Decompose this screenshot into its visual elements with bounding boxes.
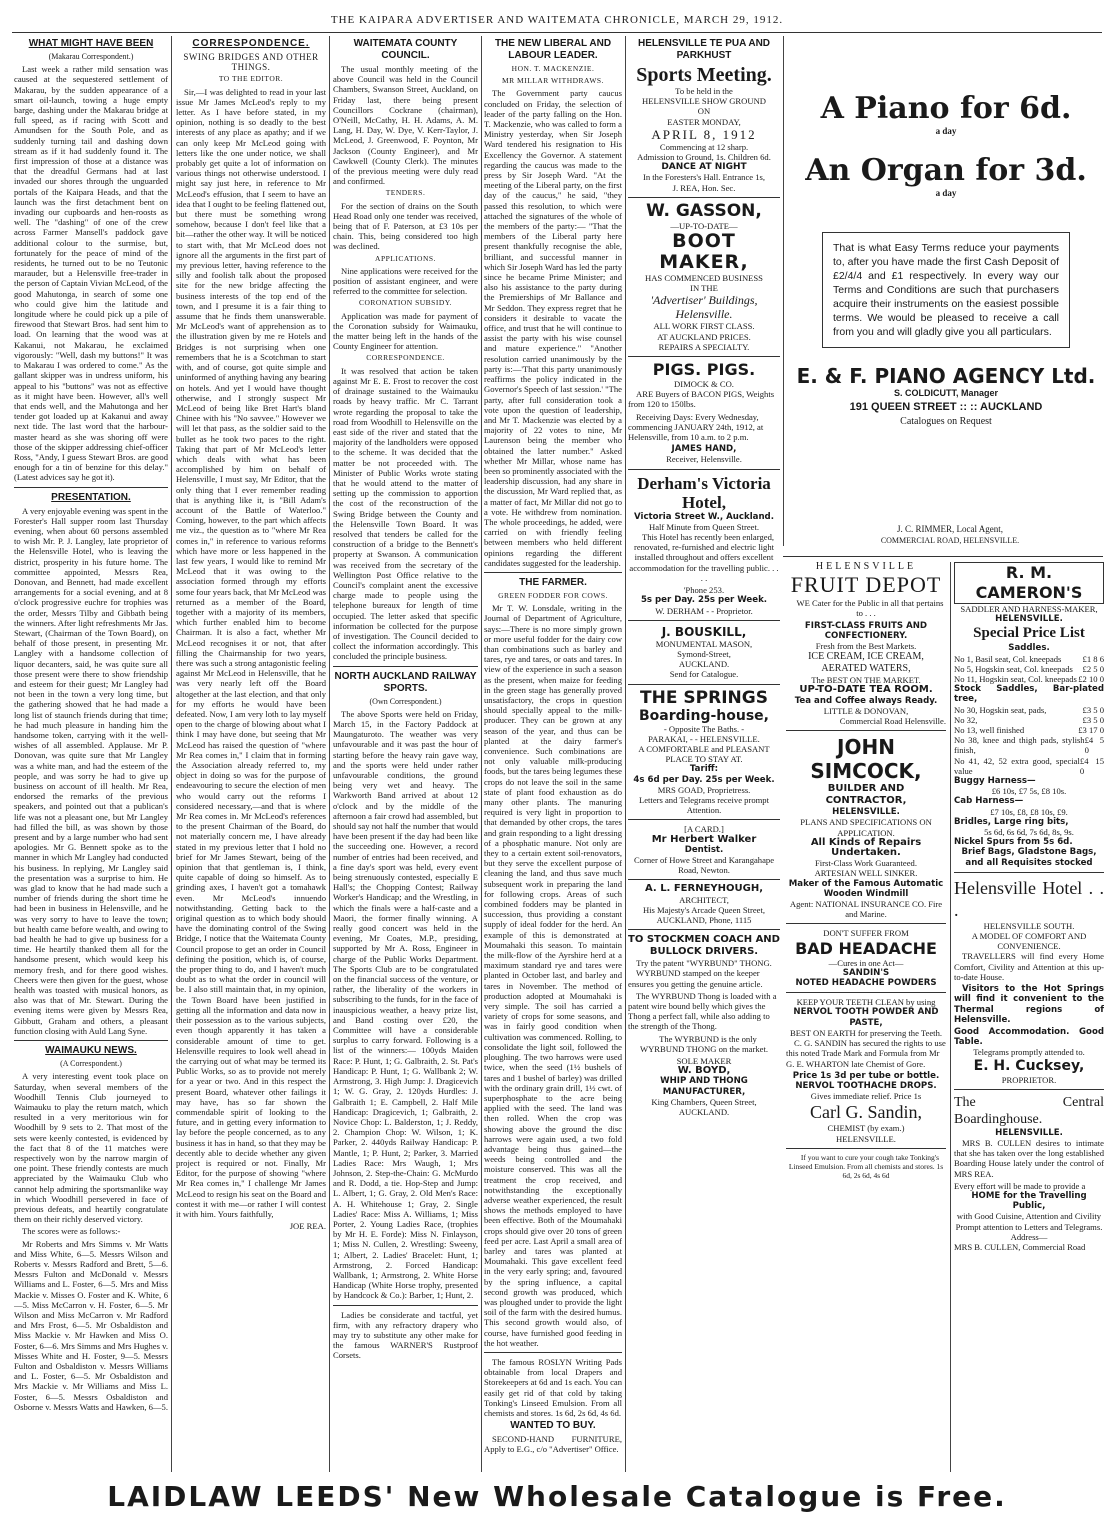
article-body: Application was made for payment of the Coronation subsidy for Waimauku, the matter being left in the hands of the County Engineer for attention. <box>333 310 478 352</box>
pigs-line: Receiving Days: Every Wednesday, commencing JANUARY 24th, 1912, at Helensville, from 10 a.m. to 2 p.m. <box>628 411 764 443</box>
fruit-line: The BEST ON THE MARKET. <box>811 675 921 686</box>
piano-advert <box>788 78 1104 508</box>
boarding-line: HOME for the Travelling Public, <box>971 1190 1087 1212</box>
headache-line: NOTED HEADACHE POWDERS <box>795 978 937 989</box>
fruit-line: HELENSVILLE <box>815 562 917 572</box>
column-rule <box>625 36 626 1472</box>
cameron-line: SADDLER AND HARNESS-MAKER, <box>960 604 1098 614</box>
sports-line: EASTER MONDAY, <box>667 116 741 127</box>
fruit-line: UP-TO-DATE TEA ROOM. <box>799 684 933 696</box>
hotel-line: A MODEL OF COMFORT AND CONVENIENCE. <box>971 931 1087 952</box>
article-body: For the section of drains on the South Head Road only one tender was received, being that of F. Paterson, at £3 10s per chain. This, being considered too high was declined. <box>333 200 478 252</box>
hotel-line: Telegrams promptly attended to. <box>973 1047 1085 1058</box>
cameron-line: Cab Harness— <box>954 796 1024 807</box>
price-value: £4 15 0 <box>1079 755 1104 776</box>
subheading: CORONATION SUBSIDY. <box>358 298 453 308</box>
divider <box>628 684 780 685</box>
price-row <box>954 715 1104 725</box>
subheading: MR MILLAR WITHDRAWS. <box>502 76 604 86</box>
agency-catalogue: Catalogues on Request <box>900 416 992 427</box>
subheading: SWING BRIDGES AND OTHER THINGS. <box>183 52 319 73</box>
advert-text: Ladies be considerate and tactful, yet firm, with any refractory drapery who may try to substitute any other make for the famous WARNER'S Rustproof Corsets. <box>333 1309 478 1361</box>
boarding-line: Address— <box>1010 1231 1048 1242</box>
cameron-line: Brief Bags, Gladstone Bags, and all Requisites stocked <box>961 847 1097 868</box>
springs-line: A COMFORTABLE and PLEASANT PLACE TO STAY AT. <box>638 743 770 765</box>
agency-street: 191 QUEEN STREET :: :: AUCKLAND <box>849 401 1043 413</box>
ferneyhough-line: ARCHITECT, <box>679 894 729 905</box>
price-row <box>954 725 1104 735</box>
gasson-line: 'Advertiser' Buildings, <box>650 293 758 308</box>
nervol-line: Gives immediate relief. Price 1s <box>810 1091 922 1102</box>
gasson-line: ALL WORK FIRST CLASS. <box>653 321 755 332</box>
column-rule <box>950 562 951 1472</box>
headache-heading: BAD HEADACHE <box>795 938 937 958</box>
nervol-line: Price 1s 3d per tube or bottle. <box>792 1070 940 1081</box>
price-item: No 13, well finished <box>954 725 1025 736</box>
price-item: No 32, <box>954 714 978 725</box>
sports-line: In the Foresters's Hall. Entrance 1s, <box>642 172 766 183</box>
nervol-line: BEST ON EARTH for preserving the Teeth. <box>789 1027 943 1038</box>
divider <box>786 992 946 993</box>
scores-list: Mr Roberts and Mrs Simms v. Mr Watts and Miss White, 6—5. Messrs Wilson and Roberts v. Messrs Radford and Brett, 5—6. Messrs Fulton and McDonald v. Messrs Williams and L. Foster, 6—5. Mrs and Miss Mackie v. Misses O. Foster and K. White, 6—5. Miss McCarron v. H. Foster, 6—5. Mr Wilson and Miss McCarron v. Mr Radford and Mrs Frost, 6—5. Mr Osbaldiston and Miss Mackie v. Mr Hawken and Miss O. Foster, 6—6. Mrs Simms and Mrs Hughes v. Misses White and H. Foster, 9—5. Messrs Fulton and Osbaldiston v. Messrs Williams and L. Foster, 6—5. Mr Osbaldiston and Mrs Mackie v. Mr Williams and Miss L. Foster, 6—5. Messrs Osbaldiston and Osborne v. Messrs Watts and Hawken, 6—5. <box>14 1238 168 1412</box>
headache-line: DON'T SUFFER FROM <box>823 928 909 939</box>
cameron-line: £7 10s, £8, £8 10s, £9. <box>990 806 1068 817</box>
derham-line: Half Minute from Queen Street. <box>648 521 759 532</box>
cameron-line: HELENSVILLE. <box>995 614 1063 625</box>
nervol-line: NERVOL TOOTH POWDER AND PASTE, <box>793 1007 939 1028</box>
divider <box>954 872 1104 873</box>
column-1 <box>14 36 168 1472</box>
gasson-line: IN THE <box>690 283 718 294</box>
ferneyhough-heading: A. L. FERNEYHOUGH, <box>644 883 764 895</box>
masthead: THE KAIPARA ADVERTISER AND WAITEMATA CHRONICLE, MARCH 29, 1912. <box>330 14 784 26</box>
price-item: No 30, Hogskin seat, pads, <box>954 704 1047 715</box>
simcock-line: BUILDER AND CONTRACTOR, <box>825 783 907 807</box>
hotel-line: Visitors to the Hot Springs will find it convenient to the Thermal regions of Helensville. <box>954 984 1104 1025</box>
agency-manager: S. COLDICUTT, Manager <box>893 388 998 398</box>
pigs-line: Receiver, Helensville. <box>666 454 742 465</box>
sports-line: ON <box>697 106 711 117</box>
column-3 <box>333 36 478 1472</box>
springs-line: Tariff: <box>689 764 719 775</box>
cameron-price-title: Special Price List <box>973 625 1085 642</box>
cameron-line: £6 10s, £7 5s, £8 10s. <box>991 786 1067 797</box>
article-heading: CORRESPONDENCE. <box>192 38 310 49</box>
article-body: The above Sports were held on Friday, March 15, in the Factory Paddock at Maungaturoto. The weather was very unfavourable and it was past the hour of starting before the heavy rain gave way, and the sports were held under rather unfavourable conditions, the ground being very wet and heavy. The Warkworth Band arrived at about 12 o'clock and by the middle of the afternoon a fair crowd had assembled, but should say not half the number that would have been present if the day had been like the succeeding one. However, a record number of entries had been received, and a fine day's sport was held, every event being strenuously contested, especially E Hall's; the Chopping Contest; Railway Worker's Handicap; and the Wrestling, in which the finals were a half-caste and a Maori, the former finally winning. A really good concert was held in the evening, Mr Coates, M.P., presiding, supported by Mr A. Ross, Engineer in charge of the Public Works Department. The Sports Club are to be congratulated on the financial success of the venture, or rather, the liberality of the workers in subscribing to the funds, for in the face of inauspicious weather, a heavy prize list, and Band costing over £20, the Committee will have a considerable surplus to carry forward. Following is a list of the winners:— 100yds Maiden Race: P. Hunt, 1; G. Galbraith, 2. St. Pat's Handicap: P. Hunt, 1; G. Wallbank 2; W. Armstrong, 3. High Jump: J. Dragicevich 1; W. G. Gray, 2. 120yds Hurdles: J. Galbraith 1; E. Campbell, 2. Half Mile Handicap: Dragicevich, 1; Galbraith, 2. Novice Chop: L. Balderston, 1; J. Reddy, 2. Champion Chop: W. Wilson, 1; K. Parker, 2. 440yds Railway Handicap: P. Mantle, 1; P. Hunt, 2; Parker, 3. Married Ladies Race: Mrs Waugh, 1; Mrs Johnson, 2. Step-the-Chain: G. McMurdo and R. Dodd, a tie. Hop-Step and Jump: L. Albert, 1; G. Gray, 2. Old Men's Race: A. H. Whitehouse 1; Gray, 2. Single Ladies' Race: Miss A. Williams, 1; Miss Porter, 2. Young Ladies Race, (trophies by Mr H. E. Forde): Miss N. Finlayson, 1; Miss N. Cullen, 2. Wrestling: Sweeny, 1; Albert, 2. Ladies' Bracelet: Hunt, 1; Armstrong, 2. Forced Handicap: Wallbank, 1; Armstrong, 2. White Horse Handicap (White Horse trophy, presented by Handcock & Co.): Barber, 1; Hunt, 2. <box>333 708 478 1301</box>
sandin-name: Carl G. Sandin, <box>810 1102 922 1123</box>
cameron-line: Nickel Spurs from 5s 6d. <box>954 837 1073 848</box>
organ-subline: a day <box>935 188 957 198</box>
advert-text: The famous ROSLYN Writing Pads obtainable from local Drapers and Storekeepers at 6d and 1s each. You can easily get rid of that cold by taking Tonking's Linseed Emulsion. From all chemists and stores. 1s 6d, 2s 6d, 4s 6d. <box>484 1356 622 1418</box>
gasson-line: Helensville. <box>675 307 733 322</box>
article-heading: WAIMAUKU NEWS. <box>45 1045 137 1057</box>
divider <box>628 356 780 357</box>
bouskill-line: MONUMENTAL MASON, <box>655 638 753 649</box>
sports-line: To be held in the <box>675 86 733 96</box>
divider <box>954 1089 1104 1090</box>
boarding-heading: The Central Boardinghouse. <box>954 1094 1104 1127</box>
headache-line: —Cures in one Act— <box>828 957 904 968</box>
divider <box>484 1352 622 1353</box>
hotel-proprietor: E. H. Cucksey, <box>973 1057 1085 1074</box>
fruit-line: Tea and Coffee always Ready. <box>794 695 938 706</box>
sports-line: Commencing at 12 sharp. <box>659 141 749 152</box>
classified-text: SECOND-HAND FURNITURE, Apply to E.G., c/o "Advertiser" Office. <box>484 1434 622 1455</box>
stockmen-line: Try the patent "WYRBUND" THONG. <box>636 958 772 969</box>
local-agent-address: COMMERCIAL ROAD, HELENSVILLE. <box>880 536 1020 545</box>
sports-line: J. REA, Hon. Sec. <box>672 182 736 193</box>
stockmen-line: WYRBUND stamped on the keeper ensures you getting the genuine article. <box>628 968 763 989</box>
subheading: GREEN FODDER FOR COWS. <box>498 590 608 600</box>
byline: (Makarau Correspondent.) <box>48 52 134 61</box>
derham-line: Victoria Street W., Auckland. <box>634 511 774 522</box>
divider <box>14 1040 168 1041</box>
organ-line: An Organ for 3d. <box>805 153 1087 188</box>
divider <box>786 730 946 731</box>
article-body: Mr T. W. Lonsdale, writing in the Journal of Department of Agriculture, says:—There is no more simply grown or more useful fodder for the dairy cow than combinations such as barley and tares, rye and tares, or oats and tares. In view of the experience in such a season as the present, when maize for feeding in the green stage has generally proved unsatisfactory, the crops in question should specially appeal to the milk-producer. They can be grown at any season of the year, and thus can be planted at the dairy farmer's convenience. Such combinations are not only valuable milk-producing foods, but the tares being legumes these crops do not leave the soil in the same state of plant food exhaustion as do many other plants. The manuring required is very light in proportion to that demanded by other crops, the tares and grain responding to a light dressing of a phosphatic manure. Not only are they to a certain extent soil-renovators, but they serve the excellent purpose of cleaning the land, and thus save much subsequent work in preparing the land for following crops. Areas of such combined fodders may be planted in succession, thus providing a constant supply of ideal fodder for the herd. An example of this is demonstrated at Moumahaki this season. To maintain the milk-flow of the Ayrshire herd at a maximum standard rye and tares were planted in October last, and barley and tares in November. The method of production adopted at Moumahaki is very simple. The soil has carried a variety of crops for some seasons, and was in fairly good condition when cultivation was commenced. Rolling, to consolidate the light soil, followed the ploughing. The two harrows were used twice, when the seed (1½ bushels of tares and 1 bushel of barley) was drilled with the ordinary grain drill, 1½ cwt. of superphosphate to the acre being applied with the seed. The land was then rolled. When the crop was showing above the ground the disc harrows were again used, a two fold advantage being thus gained—the weeds being controlled and the moisture conserved. This was all the treatment the crop received, and notwithstanding the exceptionally adverse weather experienced, the result shows the methods employed to have been effective. Both of the Moumahaki crops should give over 20 tons of green feed per acre. Last April a small area of barley and tares was planted at Moumahaki. This gave excellent feed in the very early spring; and, favoured by the spring influence, a capital second growth was produced, which was ploughed under to provide the light soil of the farm with the desired humus. This second growth would also, of course, have furnished good feeding in the hot weather. <box>484 603 622 1348</box>
divider <box>786 1148 946 1149</box>
divider <box>628 929 780 930</box>
agency-name: E. & F. PIANO AGENCY Ltd. <box>796 364 1096 388</box>
cameron-heading: R. M. CAMERON'S <box>954 562 1104 604</box>
hotel-heading: Helensville Hotel . . . <box>954 877 1104 920</box>
pigs-line: DIMOCK & CO. <box>674 379 734 390</box>
price-value: £3 5 0 <box>1082 714 1104 725</box>
price-row <box>954 664 1104 674</box>
divider <box>628 879 780 880</box>
article-heading: NORTH AUCKLAND RAILWAY SPORTS. <box>334 670 477 694</box>
cough-advert: If you want to cure your cough take Tonking's Linseed Emulsion. From all chemists and stores. 1s 6d, 2s 6d, 4s 6d <box>788 1152 944 1180</box>
fruit-line: LITTLE & DONOVAN, <box>823 705 909 716</box>
hotel-line: Good Accommodation. Good Table. <box>954 1026 1104 1048</box>
subheading: CORRESPONDENCE. <box>366 353 445 363</box>
subheading: HON. T. MACKENZIE. <box>511 64 595 73</box>
fruit-line: WE Cater for the Public in all that pertains to . . . <box>796 598 944 619</box>
bouskill-line: AUCKLAND. <box>678 659 730 670</box>
stockmen-line: WHIP AND THONG MANUFACTURER, <box>660 1076 748 1097</box>
divider <box>333 1305 478 1306</box>
price-value: £4 5 0 <box>1084 735 1104 756</box>
footer-banner: LAIDLAW LEEDS' New Wholesale Catalogue is Free. <box>107 1480 1007 1513</box>
divider <box>628 620 780 621</box>
article-body: Nine applications were received for the position of assistant engineer, and were referred to the committee for selection. <box>333 265 478 297</box>
boarding-line: Every effort will be made to provide a <box>954 1180 1086 1191</box>
column-5 <box>628 36 780 1472</box>
price-value: £2 5 0 <box>1082 663 1104 674</box>
simcock-line: Maker of the Famous Automatic Wooden Windmill <box>788 878 944 899</box>
hotel-line: HELENSVILLE SOUTH. <box>983 920 1075 931</box>
divider <box>628 819 780 820</box>
piano-line: A Piano for 6d. <box>820 91 1072 126</box>
simcock-line: First-Class Work Guaranteed. <box>814 858 918 869</box>
sports-line: DANCE AT NIGHT <box>661 162 747 173</box>
fruit-heading: FRUIT DEPOT <box>790 572 942 598</box>
walker-name: Mr Herbert Walker <box>651 833 757 845</box>
column-4 <box>484 36 622 1472</box>
bouskill-line: Send for Catalogue. <box>669 669 739 680</box>
nervol-line: NERVOL TOOTHACHE DROPS. <box>795 1080 937 1091</box>
divider <box>628 197 780 198</box>
bouskill-line: Symond-Street, <box>677 648 731 659</box>
article-body: The usual monthly meeting of the above Council was held in the Council Chambers, Swanson Street, Auckland, on Friday last, there being present Councillors Cockrane (chairman), O'Neill, McCathy, H. H. Adams, A. M. Lang, H. Day, W. Dye, V. Kerr-Taylor, J. McLeod, J. Greenwood, F. Poynton, Mr Jackson (County Engineer), and Mr Cawkwell (County Clerk). The minutes of the previous meeting were duly read and confirmed. <box>333 64 478 187</box>
simcock-line: PLANS AND SPECIFICATIONS ON APPLICATION. <box>800 817 932 838</box>
price-value: £1 8 6 <box>1082 653 1104 664</box>
simcock-line: All Kinds of Repairs Undertaken. <box>810 836 922 859</box>
gasson-trade: BOOT MAKER, <box>659 230 749 274</box>
column-7 <box>954 562 1104 1472</box>
springs-line: PARAKAI, - - HELENSVILLE. <box>648 733 760 744</box>
springs-line: - Opposite The Baths. - <box>663 723 745 734</box>
headache-line: SANDIN'S <box>842 967 890 978</box>
stockmen-line: The WYRBUND is the only WYRBUND THONG on the market. <box>639 1033 768 1054</box>
derham-line: 'Phone 253. <box>683 585 725 596</box>
article-body: The Government party caucus concluded on Friday, the selection of leader of the party falling on the Hon. T. Mackenzie, who was called to form a Ministry yesterday, when Sir Joseph Ward tendered his resignation to His Excellency the Governor. A statement regarding the caucus was made to the press by Sir Joseph Ward. "At the meeting of the Liberal party, on the first day of the caucus," he said, "they passed this resolution, to which were attached the signatures of the whole of the members of the party:— "That the members of the Liberal party here present thankfully recognise the able, brilliant, and successful manner in which Sir Joseph Ward has led the party since he became Prime Minister; and also his assistance to the party during the Premierships of Mr Ballance and Mr Seddon. They express regret that he considers it desirable to vacate the office, and trust that he will continue to assist the party with his wise counsel and mature experience." "Another resolution carried unanimously by the party is:—'That this party unanimously reaffirms the policy indicated in the Governor's Speech of last session.' "The party, after full consideration took a vote upon the question of leadership, and Mr T. Mackenzie was elected by a majority of 22 votes to nine, Mr Laurenson being the member who obtained the latter number." Asked whether Mr Millar, whose name has been so prominently associated with the leadership discussion, had any share in the discussion, Mr Ward replied that, as a matter of fact, Mr Millar did not go to a vote. He withdrew from nomination. The whole proceedings, he added, were carried on with friendly feeling between members who held different opinions regarding the different candidates suggested for the leadership. <box>484 88 622 568</box>
subheading: APPLICATIONS. <box>375 253 436 263</box>
sports-heading: HELENSVILLE TE PUA AND PARKHUST <box>637 38 771 61</box>
divider <box>14 487 168 488</box>
byline: (A Correspondent.) <box>60 1059 122 1069</box>
gasson-line: HAS COMMENCED BUSINESS <box>645 273 763 284</box>
derham-line: W. DERHAM - - Proprietor. <box>655 605 753 616</box>
springs-heading: THE SPRINGS <box>640 687 768 708</box>
springs-line: Letters and Telegrams receive prompt Attention. <box>638 794 769 816</box>
subheading: TENDERS. <box>385 188 426 198</box>
sandin-line: CHEMIST (by exam.) <box>827 1123 905 1134</box>
simcock-heading: JOHN SIMCOCK, <box>810 735 922 784</box>
price-row <box>954 735 1104 755</box>
springs-heading: Boarding-house, <box>639 707 769 724</box>
derham-heading: Derham's Victoria Hotel, <box>637 473 771 512</box>
price-item: No 1, Basil seat, Col. kneepads <box>954 653 1062 664</box>
local-agent: J. C. RIMMER, Local Agent, <box>897 524 1003 534</box>
boarding-line: MRS B. CULLEN, Commercial Road <box>954 1241 1086 1252</box>
gasson-line: —UP-TO-DATE— <box>670 220 738 231</box>
article-heading: PRESENTATION. <box>51 491 131 503</box>
divider <box>628 469 780 470</box>
springs-line: 4s 6d per Day. 25s per Week. <box>633 774 775 785</box>
card-label: [A CARD.] <box>684 824 724 835</box>
simcock-line: Agent: NATIONAL INSURANCE CO. Fire and Marine. <box>789 899 943 920</box>
price-value: £3 17 0 <box>1078 725 1104 736</box>
price-item: No 38, knee and thigh pads, stylish finish, <box>954 735 1085 756</box>
boarding-line: MRS B. CULLEN desires to intimate that she has taken over the long established Boarding House lately under the control of MRS REA. <box>954 1137 1104 1179</box>
stockmen-line: The WYRBUND Thong is loaded with a patent wire bound belly which gives the Thong a perfect fall, while also adding to the strength of the Thong. <box>628 990 777 1032</box>
pigs-line: ARE Buyers of BACON PIGS, Weights from 120 to 150lbs. <box>628 389 775 410</box>
article-body: Last week a rather mild sensation was caused at the sequestered settlement of Makarau, by the sudden appearance of a smart oil-launch, towing a huge empty barge, dashing under the Makarau bridge at full speed, as if racing with Scott and Amundsen for the South Pole, and as suddenly turning tail and dashing down stream as if it had suddenly found it. The first impression of those at a distance was that the dreadful Germans had at last invaded our shores through the unguarded portals of the Kaipara Heads, and that the launch was the first detachment bent on invading our cupboards and hen-roosts as well. The "dashing" of one of the crew across Farmer Mansell's paddock gave additional colour to the surmise, but, fortunately for the peace of mind of the residents, he turned out to be no Teutonic marauder, but a Helensville free-trader in the person of Captain Vivian McLeod, of the good Mahutonga, in search of some one who could give him the latitude and longitude where he could pick up a pile of firewood that Stewart Bros. had sent him to load. On learning that the wood was at Kakanui, not Makarau, he exclaimed vigorously: "Well, dash my buttons!" It was to Makarau I was ordered to come." As the gallant skipper was in undress uniform, his appeal to his "buttons" was not as effective as it might have been. However, all's well that ends well, and the Mahutonga and her tender got loaded up at Kakanui and away next tide. The last word that the harbour-master heard as she was shoring off were those of the skipper addressing chief-officer Ross, "Andy, I guess Stewart Bros. are good enough for a tin of benzine for this delay." (Latest advices say he got it). <box>14 64 168 483</box>
stockmen-line: King Chambers, Queen Street, AUCKLAND. <box>651 1096 757 1118</box>
pigs-line: JAMES HAND, <box>671 444 737 455</box>
divider <box>333 666 478 667</box>
sandin-line: HELENSVILLE. <box>836 1133 896 1144</box>
sports-line: Admission to Ground, 1s. Children 6d. <box>637 152 771 163</box>
cameron-line: Buggy Harness— <box>954 776 1036 787</box>
bouskill-heading: J. BOUSKILL, <box>661 624 747 639</box>
piano-subline: a day <box>935 126 957 136</box>
price-row <box>954 756 1104 776</box>
sports-date: APRIL 8, 1912 <box>651 126 757 142</box>
terms-box: That is what Easy Terms reduce your payments to, after you have made the first Cash Deposit of £2/4/4 and £1 respectively. In every way our Terms and Conditions are such that purchasers acquire their instruments on the easiest possible terms. We would be pleased to receive a call from you and will gladly give you all particulars. <box>822 232 1070 348</box>
column-2 <box>176 36 326 1472</box>
article-body: A very enjoyable evening was spent in the Forester's Hall supper room last Thursday evening, when about 60 persons assembled to wish Mr. P. J. Langley, late proprietor of the Helensville Hotel, who is leaving the district, prosperity in his future home. The committee appointed, Messrs Rea, Donovan, and Bennett, had made excellent arrangements for a social evening, and at 8 o'clock progressive euchre for trophies was the order, Messrs Tilby and Gibbath being the winners. After light refreshments Mr Jas. Stewart, (Chairman of the Town Board), on behalf of those present, in presenting Mr. Langley with a handsome collection of liquor decanters, said, he was quite sure all those present were there to show friendship and esteem for their guest; Mr Langley had not been in the town a very long time, but the gathering showed that he had made a long list of staunch friends during that time; he had much pleasure in handing him the handsome token, carrying with it the well-wishes of all assembled. Applause. Mr P. Donovan, was quite sure that Mr Langley was a white man, and had the esteem of the people, and was sorry he had to give up business on account of ill health. Mr Rea, endorsed the remarks of the previous speakers, and pointed out that a publican's life was not a pleasant one, but Mr Langley had filled the bill, as was shown by those present and by a large number who had sent apologies. Mr G. Bennett spoke as to the manner in which Mr Langley had conducted his business. In replying, Mr Langley said the presentation was a surprise to him. He was glad to know that he had made such a number of friends during the short time he had been in business in Helensville, and he was very sorry to have to leave the town; but health came before wealth, and owing to bad health he had to give up business for a time. He heartily thanked them all for the handsome present, which would keep his memory fresh, and for there good wishes. Cheers were then given for the guest, whose health was toasted with musical honors, as also was that of Mr. Stewart. During the evening items were given by Messrs Rea, Gibbutt, Graham and others, a pleasant function closing with Auld Lang Syne. <box>14 505 168 1036</box>
cameron-line: Saddles. <box>1008 643 1050 654</box>
article-heading: WHAT MIGHT HAVE BEEN <box>28 38 154 49</box>
fruit-line: FIRST-CLASS FRUITS AND CONFECTIONERY. <box>804 620 928 641</box>
ferneyhough-line: His Majesty's Arcade Queen Street, <box>642 904 766 915</box>
article-heading: THE FARMER. <box>519 576 587 588</box>
springs-line: MRS GOAD, Proprietress. <box>657 784 751 795</box>
fruit-line: Commercial Road Helensville. <box>839 716 946 727</box>
article-body: It was resolved that action be taken against Mr E. E. Frost to recover the cost of drainage sustained to the Waimauku roads by heavy traffic. Mr C. Tarrant wrote regarding the proposal to take the road from Woodhill to Helensville on the east side of the river and stated that the majority of the landholders were opposed to the scheme. It was decided that the matter be not proceeded with. The Minister of Public Works wrote stating that he would attend to the matter of setting up the commission to apportion the cost of the reconstruction of the Swing Bridge between the County and the Helensville Town Board. It was resolved that tenders be called for the construction of a bridge to the Bennett's property at Swanson. A communication was received from the secretary of the Wellington Post Office relative to the Council's complaint anent the excessive charge made to people using the telephone bureaux for length of time occupied. The letter asked that specific information be collected for the purpose of investigation. The Council decided to collect the information accordingly. This concluded the principle business. <box>333 365 478 662</box>
price-item: No 5, Hogskin seat, Col. kneepads <box>954 663 1073 674</box>
price-item: No 11, Hogskin seat, Col. kneepads <box>954 674 1077 685</box>
column-6 <box>786 562 946 1472</box>
ferneyhough-line: AUCKLAND, Phone, 1115 <box>656 914 752 925</box>
signature: JOE REA. <box>289 1221 326 1232</box>
price-value: £3 5 0 <box>1082 704 1104 715</box>
simcock-line: HELENSVILLE. <box>832 807 900 818</box>
column-rule <box>783 36 784 546</box>
saddle-price-list <box>954 654 1104 685</box>
boarding-line: with Good Cuisine, Attention and Civility <box>956 1211 1102 1222</box>
subheading: TO THE EDITOR. <box>218 74 284 84</box>
cameron-line: Bridles, Large ring bits, <box>954 816 1069 827</box>
hotel-line: PROPRIETOR. <box>1001 1074 1057 1085</box>
fruit-line: Fresh from the Best Markets. <box>815 641 917 652</box>
stock-price-list <box>954 705 1104 776</box>
article-heading: THE NEW LIBERAL AND LABOUR LEADER. <box>494 38 612 61</box>
hotel-line: TRAVELLERS will find every Home Comfort, Civility and Attention at this up-to-date House. <box>954 951 1104 982</box>
column-rule <box>171 36 172 1472</box>
column-rule <box>329 36 330 1472</box>
divider <box>783 556 1103 557</box>
article-heading: WAITEMATA COUNTY COUNCIL. <box>353 38 458 61</box>
masthead-rule <box>12 32 1102 33</box>
pigs-heading: PIGS. PIGS. <box>652 360 756 380</box>
gasson-line: AT AUCKLAND PRICES. <box>657 331 751 342</box>
derham-line: This Hotel has recently been enlarged, renovated, re-furnished and electric light installed throughout and offers excellent accommodation for the travelling public. . . . . <box>629 532 779 583</box>
price-item: No 41, 42, 52 extra good, special value <box>954 755 1080 776</box>
cameron-line: Stock Saddles, Bar-plated tree, <box>954 684 1104 705</box>
stockmen-heading: TO STOCKMEN COACH AND BULLOCK DRIVERS. <box>628 934 780 958</box>
price-row <box>954 654 1104 664</box>
cameron-line: 5s 6d, 6s 6d, 7s 6d, 8s, 9s. <box>984 827 1074 838</box>
scores-title: The scores were as follows:- <box>22 1226 121 1237</box>
boarding-line: HELENSVILLE. <box>995 1127 1063 1138</box>
divider <box>484 572 622 573</box>
classified-heading: WANTED TO BUY. <box>510 1420 596 1432</box>
gasson-name: W. GASSON, <box>646 200 762 221</box>
price-row <box>954 674 1104 684</box>
letter-body: Sir,—I was delighted to read in your last issue Mr James McLeod's reply to my letter. As I have before stated, in my opinion, nothing is so deadly to the best interests of any place as apathy; and if we can only keep Mr McLeod going with letters like the one under notice, we shall probably get quite a lot of information on various things not otherwise understood. I might say just here, in reference to Mr McLeod's effusion, that I seem to have an idea that I ought to be feeling flattened out, but there must be something wrong somehow, because I don't feel like that a bit—rather the other way. It will be noticed to start with, that Mr McLeod does not ignore all the arguments in the first part of my previous letter, having reference to the silly and foolish talk about the proposed site for the new bridge affecting the business interests of the top end of the town, and I presume it is a fair thing to assume that he finds them unanswerable. Mr McLeod's want of apprehension as to the illustration given by me re Hotels and Bridges is not surprising when one remembers that he is a Scotchman to start with, and of course, got quite simple and uninformed of anything having any bearing on hotels. And yet I would have thought otherwise, and I strongly suspect Mr McLeod of being like Bret Hart's bland Chinee with his "No savvee." However we will let that pass, as the soldier said to the bullet as he took two paces to the right. Taking that part of Mr McLeod's letter which deals with what has been accomplished by him on behalf of Helensville, I must say, Mr Editor, that the only thing that I ever remember reading that is anything like it, is "Bill Adam's account of the Battle of Waterloo." Coming, however, to the part which affects me viz., the question as to "where Mr Rea comes in," in reference to various reforms which have more or less happened in the last few years, I would like to remind Mr McLeod that it was owing to the association formed through my efforts some four years back, that Mr McLeod was returned as a member of the Board, together with a majority of its members, which further enabled him to become Chairman. It is also a fact, whether Mr McLeod recognises it or not, that after filling the Chairmanship for two years, there was such a strong antagonistic feeling against Mr McLeod in Helensville, that he was very nearly left off the Board altogether at the last election, and that only for my efforts he would have been defeated. Now, I am very loth to lay myself open to the charge of blowing about what I think I may have done, but seeing that Mr McLeod has raised the question of "where Mr Rea comes in," I claim that in forming the Association already referred to, my object in doing so was for the purpose of endeavouring to secure the election of men who would carry out the reforms I considered necessary,—and that is where Mr Rea comes in. Mr McLeod's references to the present Chairman of the Board, do not materially concern me, I have already stated in my previous letter that I hold no brief for Mr James Stewart, being of the opinion that that gentleman is, I think, quite capable of doing so himself. As to grinding axes, I haven't got a tomahawk even. Mr McLeod's innuendo notwithstanding. Getting back to the original question as to which body should have the dominating control of the Swing Bridge, I notice that the Waitemata County Council propose to get an order in Council defining the position, which is, of course, the proper thing to do, and I haven't much doubt as to what the order in council will be. I also still maintain that, in my opinion, the Town Board have been justified in getting all the information and data now in their possession as to the various subjects, even though apparently it has taken a considerable amount of time to get. Helensville requires to look well ahead in the carrying out of what may be termed its Public Works, so as to provide not merely for a year or two. And in this respect the present Board, whatever other failings it may have, has so far shown the commendable spirit of looking to the future, and in getting every information to lay before the people concerned, as to any business it has in hand, so that they may be decently able to decide whether any given project is required or not. Finally, Mr Editor, for the purpose of showing "where Mr Rea comes in," I challenge Mr James McLeod to resign his seat on the Board and contest it with me—or rather I will contest it with him. Yours faithfully, <box>176 86 326 1219</box>
boarding-line: Prompt attention to Letters and Telegrams. <box>955 1221 1103 1232</box>
stockmen-line: W. BOYD, <box>677 1065 731 1077</box>
column-rule <box>481 36 482 1472</box>
derham-line: 5s per Day. 25s per Week. <box>640 595 768 606</box>
nervol-line: C. G. SANDIN has secured the rights to use this noted Trade Mark and Formula from Mr G. E. WHARTON late Chemist of Gore. <box>786 1038 946 1069</box>
stockmen-line: SOLE MAKER <box>676 1056 732 1066</box>
price-value: £2 10 0 <box>1078 674 1104 685</box>
divider <box>786 923 946 924</box>
gasson-line: REPAIRS A SPECIALTY. <box>658 341 750 352</box>
price-row <box>954 705 1104 715</box>
article-body: A very interesting event took place on Saturday, when several members of the Woodhill Tennis Club journeyed to Waimauku to play the return match, which resulted in a very meritorious win for Woodhill by 9 sets to 2. That most of the sets were keenly contested, is evidenced by the fact that 8 of the 11 matches were respectively won by the narrow margin of one point. These friendly contests are much appreciated by the Waimauku Club who cannot help admiring the sportsmanlike way in which Woodhill persevered in face of previous defeats, and heartily congratulate them on their richly deserved victory. <box>14 1071 168 1225</box>
byline: (Own Correspondent.) <box>369 696 442 706</box>
walker-line: Dentist. <box>684 844 724 855</box>
nervol-line: KEEP YOUR TEETH CLEAN by using <box>796 997 936 1008</box>
sports-line: HELENSVILLE SHOW GROUND <box>642 96 766 107</box>
walker-line: Corner of Howe Street and Karangahape Road, Newton. <box>633 854 775 876</box>
fruit-line: ICE CREAM, ICE CREAM, AERATED WATERS, <box>808 651 924 675</box>
sports-title: Sports Meeting. <box>636 64 772 86</box>
simcock-line: ARTESIAN WELL SINKER. <box>814 868 918 879</box>
